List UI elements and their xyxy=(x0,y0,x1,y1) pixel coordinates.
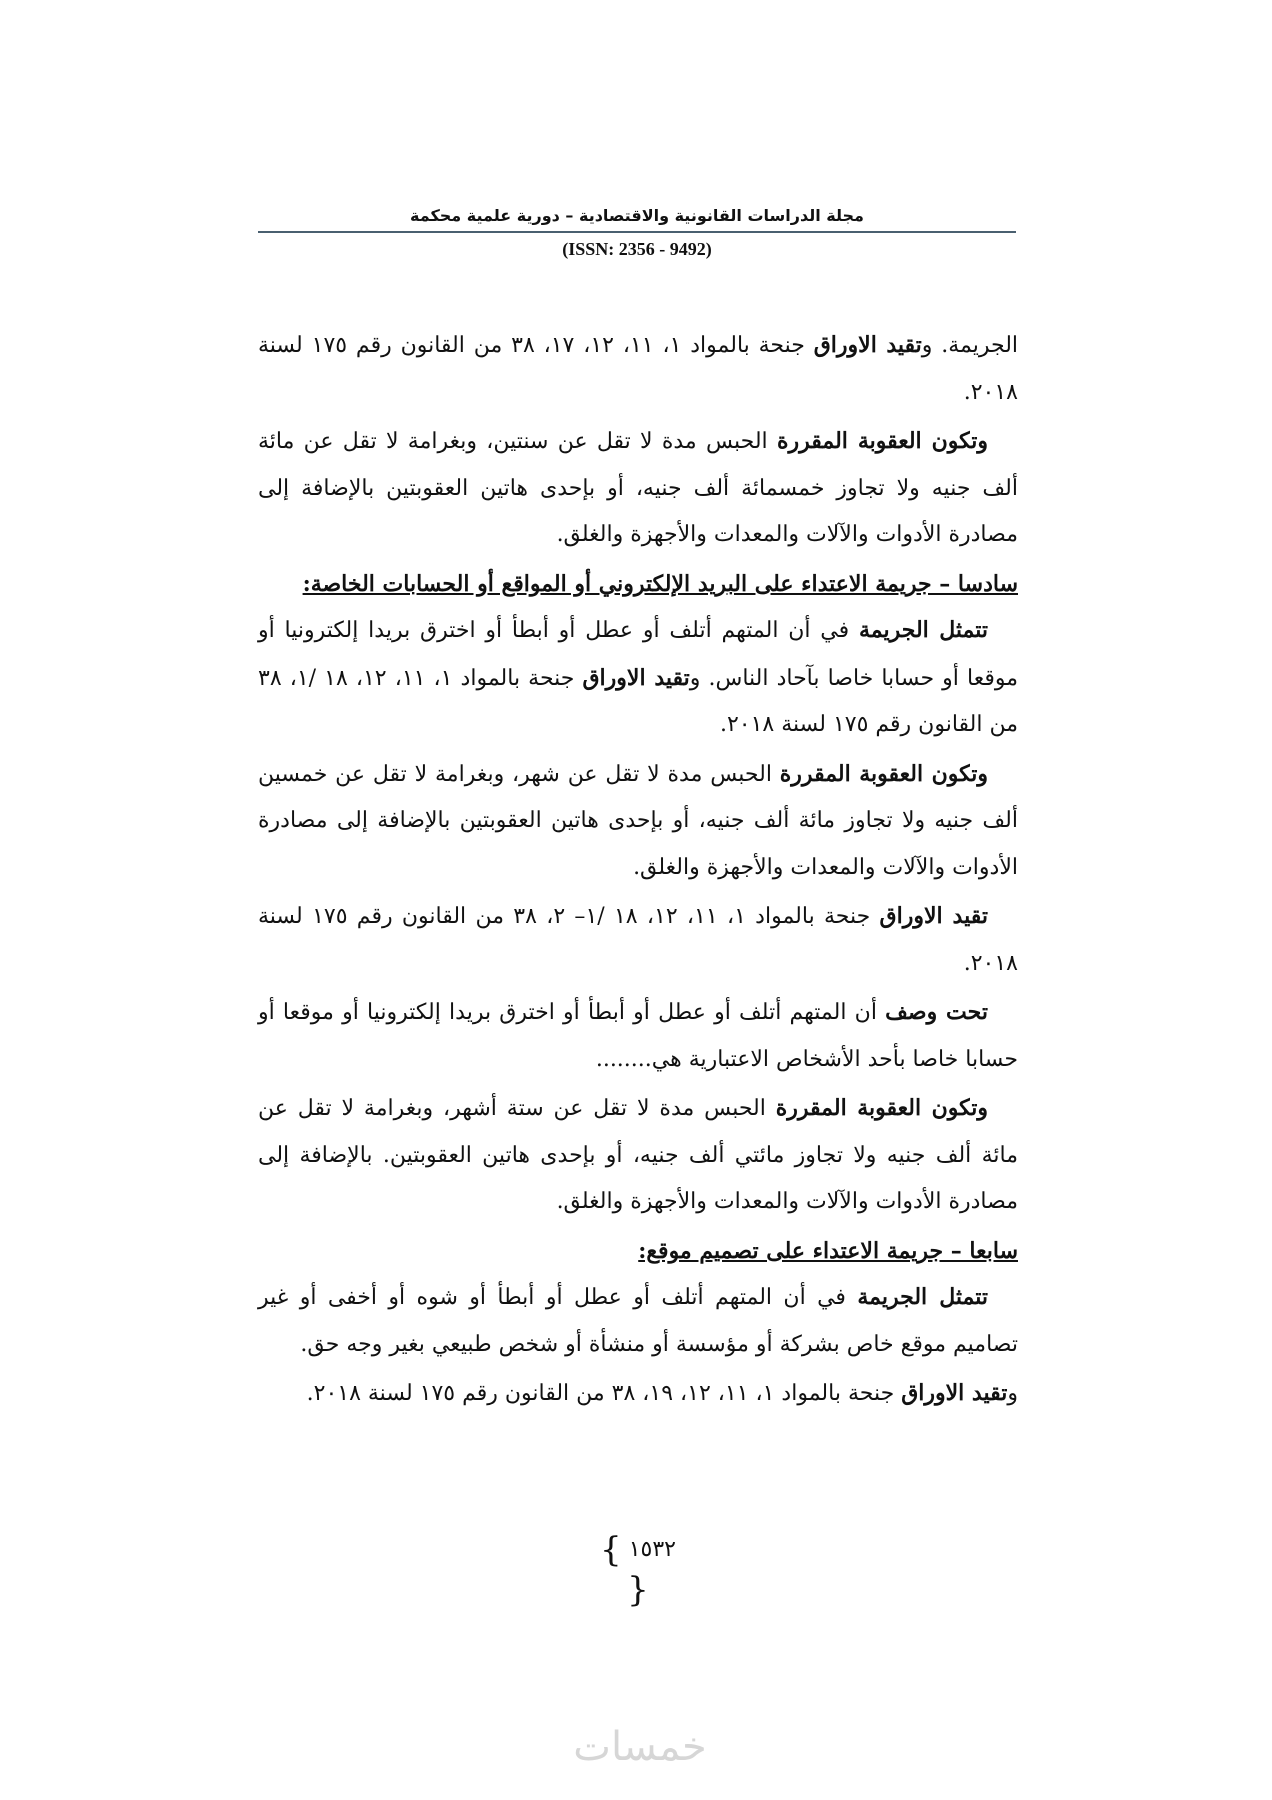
issn-label: (ISSN: 2356 - 9492) xyxy=(562,239,712,259)
paragraph: وتكون العقوبة المقررة الحبس مدة لا تقل عن شهر، وبغرامة لا تقل عن خمسين ألف جنيه ولا تجاوز مائة ألف جنيه، أو بإحدى هاتين العقوبتين بالإضافة إلى مصادرة الأدوات والآلات والمعدات والأجهزة والغلق. xyxy=(258,760,1018,880)
paragraph: وتكون العقوبة المقررة الحبس مدة لا تقل عن سنتين، وبغرامة لا تقل عن مائة ألف جنيه ولا تجاوز خمسمائة ألف جنيه، أو بإحدى هاتين العقوبتين بالإضافة إلى مصادرة الأدوات والآلات والمعدات والأجهزة والغلق. xyxy=(258,428,1018,547)
body-text xyxy=(258,322,1018,1420)
paragraph: وتكون العقوبة المقررة الحبس مدة لا تقل عن ستة أشهر، وبغرامة لا تقل عن مائة ألف جنيه ولا تجاوز مائتي ألف جنيه، أو بإحدى هاتين العقوبتين. بالإضافة إلى مصادرة الأدوات والآلات والمعدات والأجهزة والغلق. xyxy=(258,1095,1018,1214)
bracket-icon: { xyxy=(600,1530,622,1570)
page-header xyxy=(258,206,1016,260)
paragraph: تقيد الاوراق جنحة بالمواد ١، ١١، ١٢، ١٨ /١– ٢، ٣٨ من القانون رقم ١٧٥ لسنة ٢٠١٨. xyxy=(258,903,1018,976)
page-number: { ١٥٣٢ } xyxy=(600,1530,676,1610)
section-heading: سادسا – جريمة الاعتداء على البريد الإلكتروني أو المواقع أو الحسابات الخاصة: xyxy=(302,570,1018,597)
journal-title: مجلة الدراسات القانونية والاقتصادية – دورية علمية محكمة xyxy=(258,206,1016,233)
bracket-icon: } xyxy=(627,1570,649,1610)
paragraph: وتقيد الاوراق جنحة بالمواد ١، ١١، ١٢، ١٩، ٣٨ من القانون رقم ١٧٥ لسنة ٢٠١٨. xyxy=(306,1380,1018,1406)
paragraph: تحت وصف أن المتهم أتلف أو عطل أو أبطأ أو اخترق بريدا إلكترونيا أو موقعا أو حسابا خاصا بأحد الأشخاص الاعتبارية هي........ xyxy=(258,999,1018,1072)
paragraph: تتمثل الجريمة في أن المتهم أتلف أو عطل أو أبطأ أو شوه أو أخفى أو غير تصاميم موقع خاص بشركة أو مؤسسة أو منشأة أو شخص طبيعي بغير وجه حق. xyxy=(258,1284,1018,1357)
section-heading: سابعا – جريمة الاعتداء على تصميم موقع: xyxy=(638,1237,1018,1264)
paragraph: تتمثل الجريمة في أن المتهم أتلف أو عطل أو أبطأ أو اخترق بريدا إلكترونيا أو موقعا أو حسابا خاصا بآحاد الناس. وتقيد الاوراق جنحة بالمواد ١، ١١، ١٢، ١٨ /١، ٣٨ من القانون رقم ١٧٥ لسنة ٢٠١٨. xyxy=(258,617,1018,737)
watermark: خمسات xyxy=(573,1724,707,1770)
paragraph: الجريمة. وتقيد الاوراق جنحة بالمواد ١، ١١، ١٢، ١٧، ٣٨ من القانون رقم ١٧٥ لسنة ٢٠١٨. xyxy=(258,332,1019,405)
